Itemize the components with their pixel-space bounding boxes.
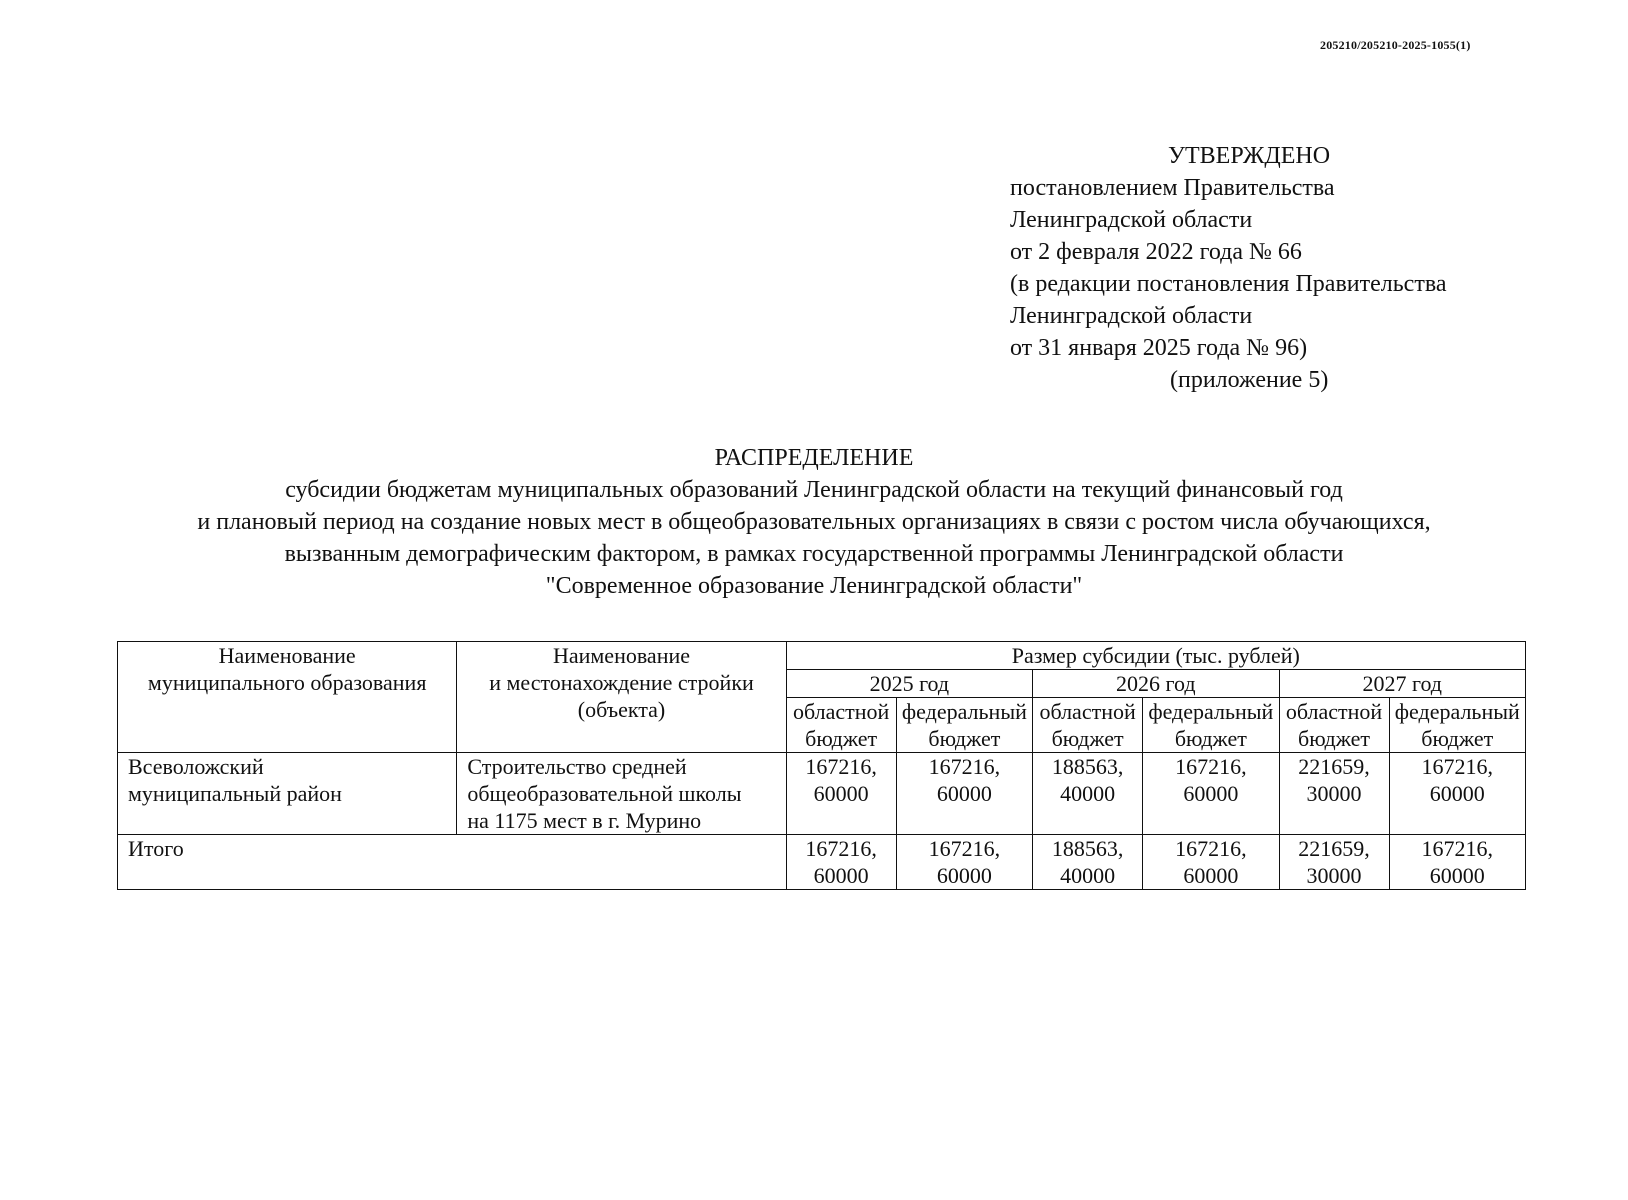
header-year-2027: 2027 год	[1279, 670, 1526, 698]
total-value-cell: 188563, 40000	[1033, 835, 1143, 890]
subsidy-distribution-table	[117, 641, 1526, 890]
header-regional-budget: областной бюджет	[786, 698, 896, 753]
header-federal-budget: федеральный бюджет	[1389, 698, 1525, 753]
total-row	[118, 835, 1526, 890]
municipality-cell: Всеволожский муниципальный район	[118, 753, 457, 835]
total-value-cell: 221659, 30000	[1279, 835, 1389, 890]
object-cell: Строительство средней общеобразовательной школы на 1175 мест в г. Мурино	[457, 753, 786, 835]
value-cell: 167216, 60000	[1389, 753, 1525, 835]
header-federal-budget: федеральный бюджет	[1143, 698, 1279, 753]
header-regional-budget: областной бюджет	[1279, 698, 1389, 753]
approval-line: Ленинградской области	[1010, 303, 1253, 329]
value-cell: 221659, 30000	[1279, 753, 1389, 835]
header-row	[118, 642, 1526, 670]
approval-line: постановлением Правительства	[1010, 175, 1335, 201]
title-line: "Современное образование Ленинградской области"	[545, 573, 1083, 599]
header-year-2026: 2026 год	[1033, 670, 1279, 698]
approval-line: (в редакции постановления Правительства	[1010, 271, 1447, 297]
value-cell: 188563, 40000	[1033, 753, 1143, 835]
approval-line: Ленинградской области	[1010, 207, 1253, 233]
header-object: Наименование и местонахождение стройки (объекта)	[457, 642, 786, 753]
header-federal-budget: федеральный бюджет	[896, 698, 1032, 753]
approval-line: от 2 февраля 2022 года № 66	[1010, 239, 1302, 265]
total-value-cell: 167216, 60000	[786, 835, 896, 890]
value-cell: 167216, 60000	[1143, 753, 1279, 835]
title-line: и плановый период на создание новых мест в общеобразовательных организациях в связи с ростом числа обучающихся,	[197, 509, 1431, 535]
approval-stamp	[1010, 140, 1447, 396]
document-title	[0, 442, 1628, 602]
header-year-2025: 2025 год	[786, 670, 1032, 698]
document-id: 205210/205210-2025-1055(1)	[1320, 38, 1471, 52]
approval-line: от 31 января 2025 года № 96)	[1010, 335, 1308, 361]
total-value-cell: 167216, 60000	[1143, 835, 1279, 890]
table-row	[118, 753, 1526, 835]
header-regional-budget: областной бюджет	[1033, 698, 1143, 753]
approval-heading: УТВЕРЖДЕНО	[1168, 143, 1331, 169]
title-line: субсидии бюджетам муниципальных образований Ленинградской области на текущий финансовый год	[285, 477, 1343, 503]
header-subsidy-amount: Размер субсидии (тыс. рублей)	[786, 642, 1525, 670]
title-line: вызванным демографическим фактором, в рамках государственной программы Ленинградской области	[284, 541, 1344, 567]
annex-label: (приложение 5)	[1170, 367, 1329, 393]
value-cell: 167216, 60000	[896, 753, 1032, 835]
total-label: Итого	[118, 835, 787, 890]
header-municipality: Наименование муниципального образования	[118, 642, 457, 753]
value-cell: 167216, 60000	[786, 753, 896, 835]
total-value-cell: 167216, 60000	[1389, 835, 1525, 890]
total-value-cell: 167216, 60000	[896, 835, 1032, 890]
title-heading: РАСПРЕДЕЛЕНИЕ	[714, 445, 914, 471]
